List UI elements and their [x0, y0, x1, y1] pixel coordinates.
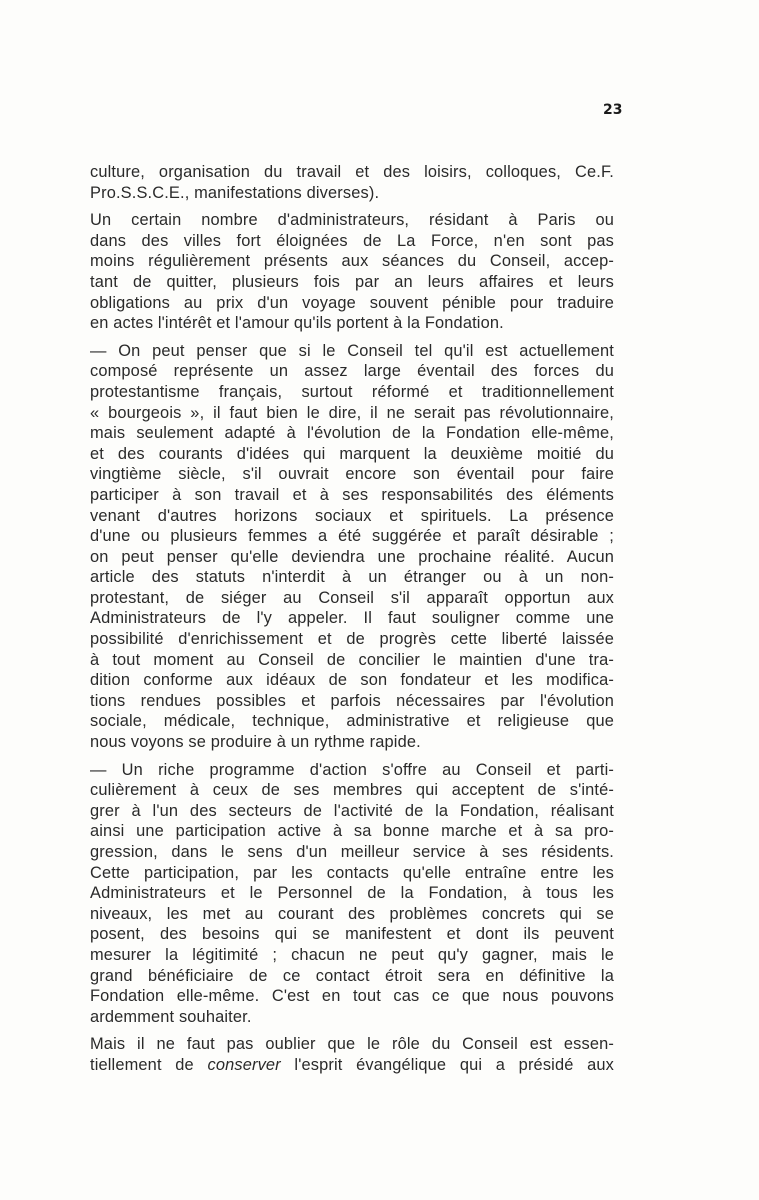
- text-line: en actes l'intérêt et l'amour qu'ils portent à la Fondation.: [90, 314, 504, 333]
- text-line: dition conforme aux idéaux de son fondateur et les modifica-: [90, 671, 614, 690]
- text-line: article des statuts n'interdit à un étranger ou à un non-: [90, 568, 614, 587]
- text-line: dans des villes fort éloignées de La Force, n'en sont pas: [90, 231, 614, 250]
- text-line: Cette participation, par les contacts qu'elle entraîne entre les: [90, 863, 614, 882]
- text-line: Fondation elle-même. C'est en tout cas ce que nous pouvons: [90, 987, 614, 1006]
- text-line: on peut penser qu'elle deviendra une prochaine réalité. Aucun: [90, 547, 614, 566]
- text-line: tant de quitter, plusieurs fois par an leurs affaires et leurs: [90, 272, 614, 291]
- text-line: vingtième siècle, s'il ouvrait encore son éventail pour faire: [90, 465, 614, 484]
- text-line: Administrateurs de l'y appeler. Il faut souligner comme une: [90, 609, 614, 628]
- text-line: Pro.S.S.C.E., manifestations diverses).: [90, 183, 380, 202]
- text-run: l'esprit évangélique qui a présidé aux: [280, 1055, 614, 1074]
- text-line: nous voyons se produire à un rythme rapide.: [90, 733, 421, 752]
- text-line: grer à l'un des secteurs de l'activité de la Fondation, réalisant: [90, 801, 614, 820]
- text-line: grand bénéficiaire de ce contact étroit sera en définitive la: [90, 966, 614, 985]
- paragraph-gap: [90, 203, 614, 210]
- paragraph: [90, 162, 614, 203]
- emphasized-word: conserver: [207, 1055, 281, 1074]
- text-line: ardemment souhaiter.: [90, 1007, 252, 1026]
- paragraph: [90, 1034, 614, 1075]
- paragraph: [90, 210, 614, 334]
- text-line: — Un riche programme d'action s'offre au Conseil et parti-: [90, 760, 614, 779]
- paragraph-gap: [90, 753, 614, 760]
- paragraph: [90, 760, 614, 1028]
- text-line: Un certain nombre d'administrateurs, résidant à Paris ou: [90, 211, 614, 230]
- paragraph-gap: [90, 334, 614, 341]
- paragraph: [90, 341, 614, 753]
- text-line: gression, dans le sens d'un meilleur service à ses résidents.: [90, 843, 614, 861]
- text-line: obligations au prix d'un voyage souvent pénible pour traduire: [90, 293, 614, 312]
- text-line: possibilité d'enrichissement et de progrès cette liberté laissée: [90, 630, 614, 649]
- text-line: ainsi une participation active à sa bonne marche et à sa pro-: [90, 822, 614, 841]
- text-line: protestantisme français, surtout réformé et traditionnellement: [90, 382, 614, 401]
- text-line: niveaux, les met au courant des problèmes concrets qui se: [90, 904, 614, 923]
- text-line: tions rendues possibles et parfois nécessaires par l'évolution: [90, 691, 614, 710]
- text-line: venant d'autres horizons sociaux et spirituels. La présence: [90, 506, 614, 525]
- text-line: moins régulièrement présents aux séances du Conseil, accep-: [90, 252, 614, 271]
- text-line: [90, 1055, 614, 1076]
- text-line: participer à son travail et à ses responsabilités des éléments: [90, 485, 614, 504]
- text-line: à tout moment au Conseil de concilier le maintien d'une tra-: [90, 650, 614, 669]
- text-line: et des courants d'idées qui marquent la deuxième moitié du: [90, 444, 614, 463]
- text-line: « bourgeois », il faut bien le dire, il ne serait pas révolutionnaire,: [90, 403, 614, 422]
- text-line: mesurer la légitimité ; chacun ne peut qu'y gagner, mais le: [90, 945, 614, 964]
- text-line: culièrement à ceux de ses membres qui acceptent de s'inté-: [90, 781, 614, 800]
- paragraph-gap: [90, 1027, 614, 1034]
- text-line: Mais il ne faut pas oublier que le rôle du Conseil est essen-: [90, 1035, 614, 1054]
- text-line: culture, organisation du travail et des loisirs, colloques, Ce.F.: [90, 163, 614, 181]
- text-run: tiellement de: [90, 1055, 208, 1074]
- page-number: 23: [603, 102, 623, 118]
- text-line: protestant, de siéger au Conseil s'il apparaît opportun aux: [90, 588, 614, 607]
- text-line: sociale, médicale, technique, administrative et religieuse que: [90, 712, 614, 731]
- body-text: [90, 162, 614, 1076]
- text-line: composé représente un assez large éventail des forces du: [90, 362, 614, 381]
- text-line: d'une ou plusieurs femmes a été suggérée et paraît désirable ;: [90, 527, 614, 546]
- text-line: posent, des besoins qui se manifestent et dont ils peuvent: [90, 925, 614, 944]
- text-line: Administrateurs et le Personnel de la Fondation, à tous les: [90, 884, 614, 903]
- text-line: mais seulement adapté à l'évolution de la Fondation elle-même,: [90, 424, 614, 443]
- text-line: — On peut penser que si le Conseil tel qu'il est actuellement: [90, 341, 614, 360]
